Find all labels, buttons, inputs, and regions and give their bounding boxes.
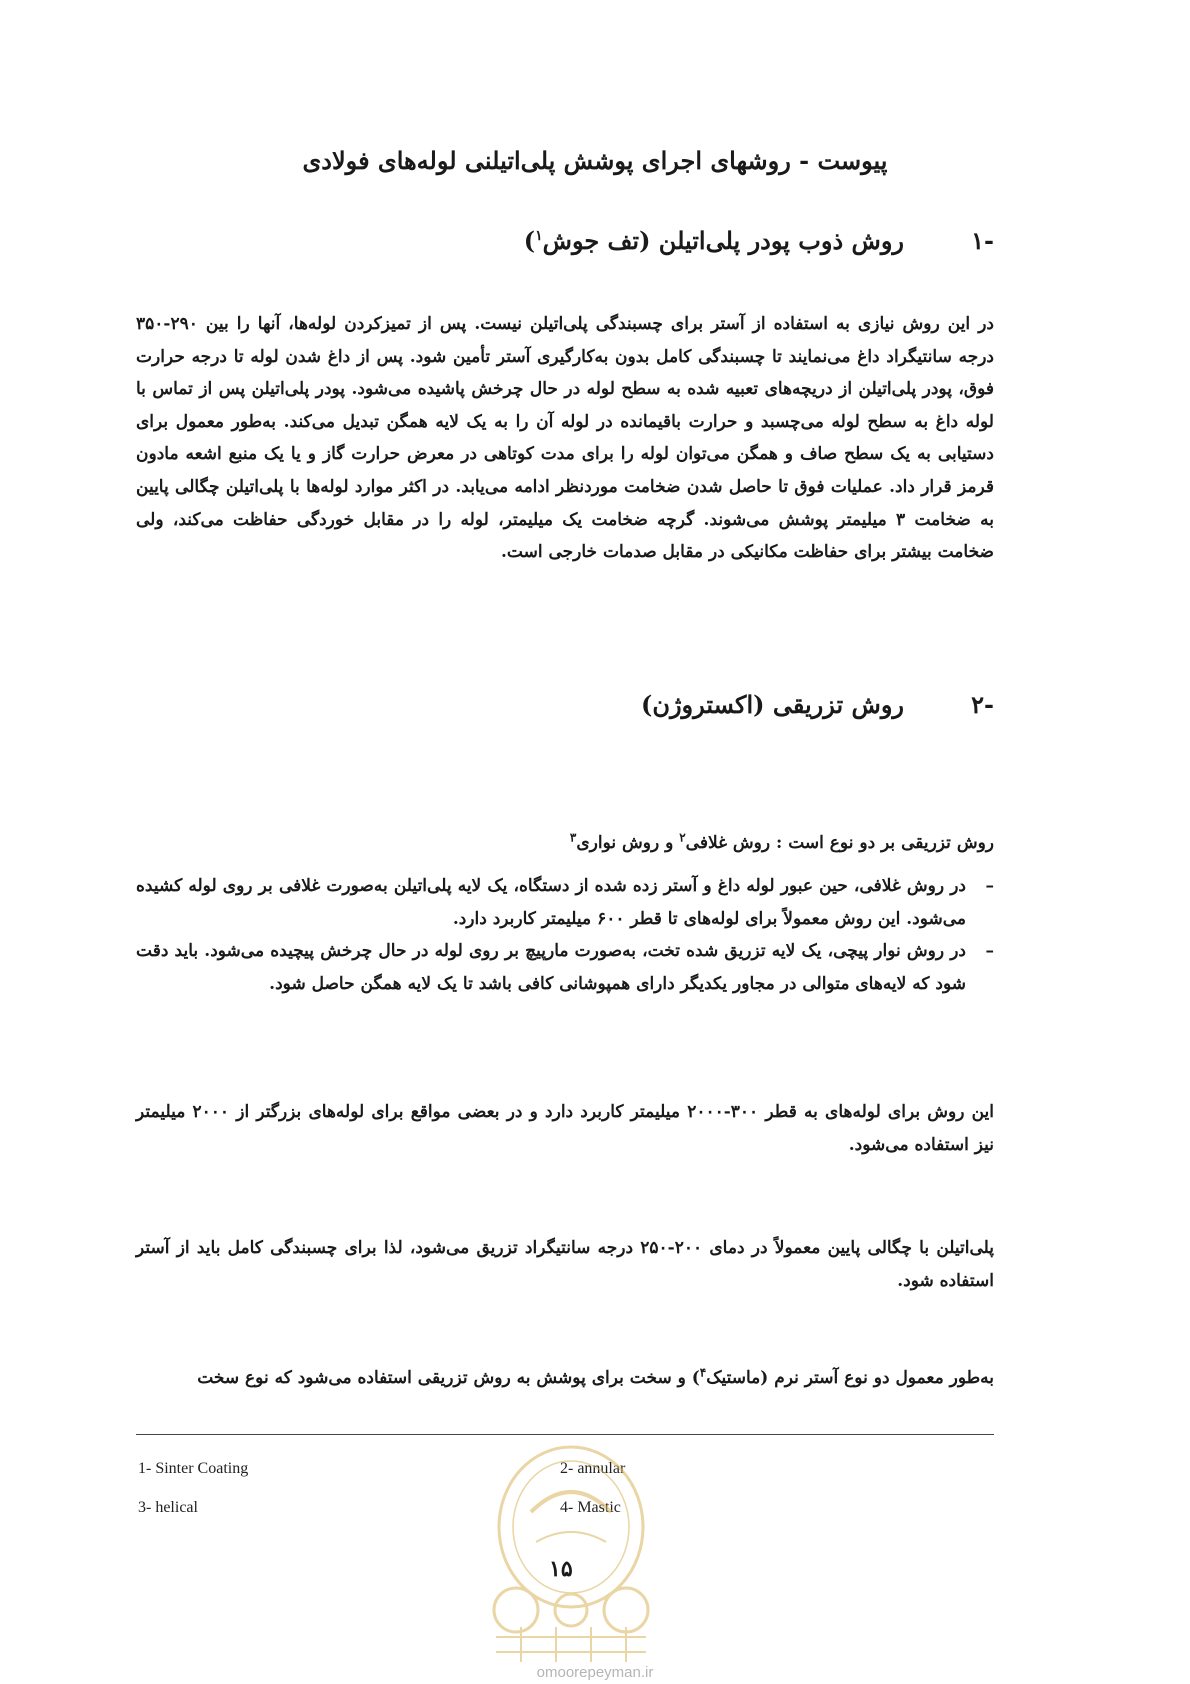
method-bullet-list [136,870,994,1000]
section-2-number: -۲ [971,690,994,719]
footnote-3: 3- helical [138,1499,198,1516]
footnote-ref-1: ۱ [535,228,543,244]
footnote-4: 4- Mastic [560,1499,621,1516]
paragraph-injection-temperature: پلی‌اتیلن با چگالی پایین معمولاً در دمای ۲۰۰-۲۵۰ درجه سانتیگراد تزریق می‌شود، لذا برای چسبندگی کامل باید از آستر استفاده شود. [136,1238,995,1291]
bullet-dash: – [985,941,994,962]
bullet-text: در روش غلافی، حین عبور لوله داغ و آستر زده شده از دستگاه، یک لایه پلی‌اتیلن به‌صورت غلافی بر روی لوله کشیده می‌شود. این روش معمولاً برای لوله‌های تا قطر ۶۰۰ میلیمتر کاربرد دارد. [136,876,966,929]
paragraph-sinter-method: در این روش نیازی به استفاده از آستر برای چسبندگی پلی‌اتیلن نیست. پس از تمیزکردن لوله‌ها، آنها را بین ۲۹۰-۳۵۰ درجه سانتیگراد داغ می‌نمایند تا چسبندگی کامل بدون به‌کارگیری آستر تأمین شود. پس از داغ شدن لوله تا درجه حرارت فوق، پودر پلی‌اتیلن از دریچه‌های تعبیه شده به سطح لوله در حال چرخش پاشیده می‌شود. پودر پلی‌اتیلن پس از تماس با لوله داغ به سطح لوله می‌چسبد و حرارت باقیمانده در لوله آن را به یک لایه همگن تبدیل می‌کند. به‌طور معمول برای دستیابی به یک سطح صاف و همگن می‌توان لوله را برای مدت کوتاهی در معرض حرارت گاز و یا یک منبع اشعه مادون قرمز قرار داد. عملیات فوق تا حاصل شدن ضخامت موردنظر ادامه می‌یابد. در اکثر موارد لوله‌ها با پلی‌اتیلن چگالی پایین به ضخامت ۳ میلیمتر پوشش می‌شوند. گرچه ضخامت یک میلیمتر، لوله را در مقابل خوردگی حفاظت می‌کند، ولی ضخامت بیشتر برای حفاظت مکانیکی در مقابل صدمات خارجی است. [136,314,995,563]
section-1-number: -۱ [971,226,994,255]
list-item [136,935,994,1000]
footnote-ref-4: ۴ [699,1365,707,1380]
section-1-title: روش ذوب پودر پلی‌اتیلن (تف جوش [542,226,904,255]
footnote-ref-2: ۲ [679,830,686,845]
footnote-1: 1- Sinter Coating [138,1460,249,1477]
footnote-ref-3: ۳ [569,830,577,845]
list-item [136,870,994,935]
bullet-text: در روش نوار پیچی، یک لایه تزریق شده تخت، به‌صورت مارپیچ بر روی لوله در حال چرخش پیچیده می‌شود. باید دقت شود که لایه‌های متوالی در مجاور یکدیگر دارای همپوشانی کافی باشد تا یک لایه همگن حاصل شود. [136,941,966,994]
section-2-heading [641,690,994,719]
primer-text-b: ) و سخت برای پوشش به روش تزریقی استفاده می‌شود که نوع سخت [197,1368,700,1388]
watermark-site-text: omoorepeyman.ir [536,1664,654,1681]
paragraph-extrusion-types [136,827,994,860]
bullet-dash: – [985,876,994,896]
paragraph-primer-types [136,1362,994,1395]
page-title: پیوست - روشهای اجرای پوشش پلی‌اتیلنی لوله‌های فولادی [302,146,888,175]
section-1-close-paren: ) [523,226,536,255]
page-number: ۱۵ [549,1556,573,1582]
intro-text-a: روش تزریقی بر دو نوع است : روش غلافی [685,833,994,853]
paragraph-diameter-range: این روش برای لوله‌های به قطر ۳۰۰-۲۰۰۰ میلیمتر کاربرد دارد و در بعضی مواقع برای لوله‌های بزرگتر از ۲۰۰۰ میلیمتر نیز استفاده می‌شود. [136,1102,995,1155]
footnote-divider [136,1434,994,1435]
section-1-heading [524,226,994,255]
section-2-title: روش تزریقی (اکستروژن) [640,690,904,719]
primer-text-a: به‌طور معمول دو نوع آستر نرم (ماستیک [706,1368,994,1388]
footnote-2: 2- annular [560,1460,626,1477]
intro-text-b: و روش نواری [576,833,680,853]
